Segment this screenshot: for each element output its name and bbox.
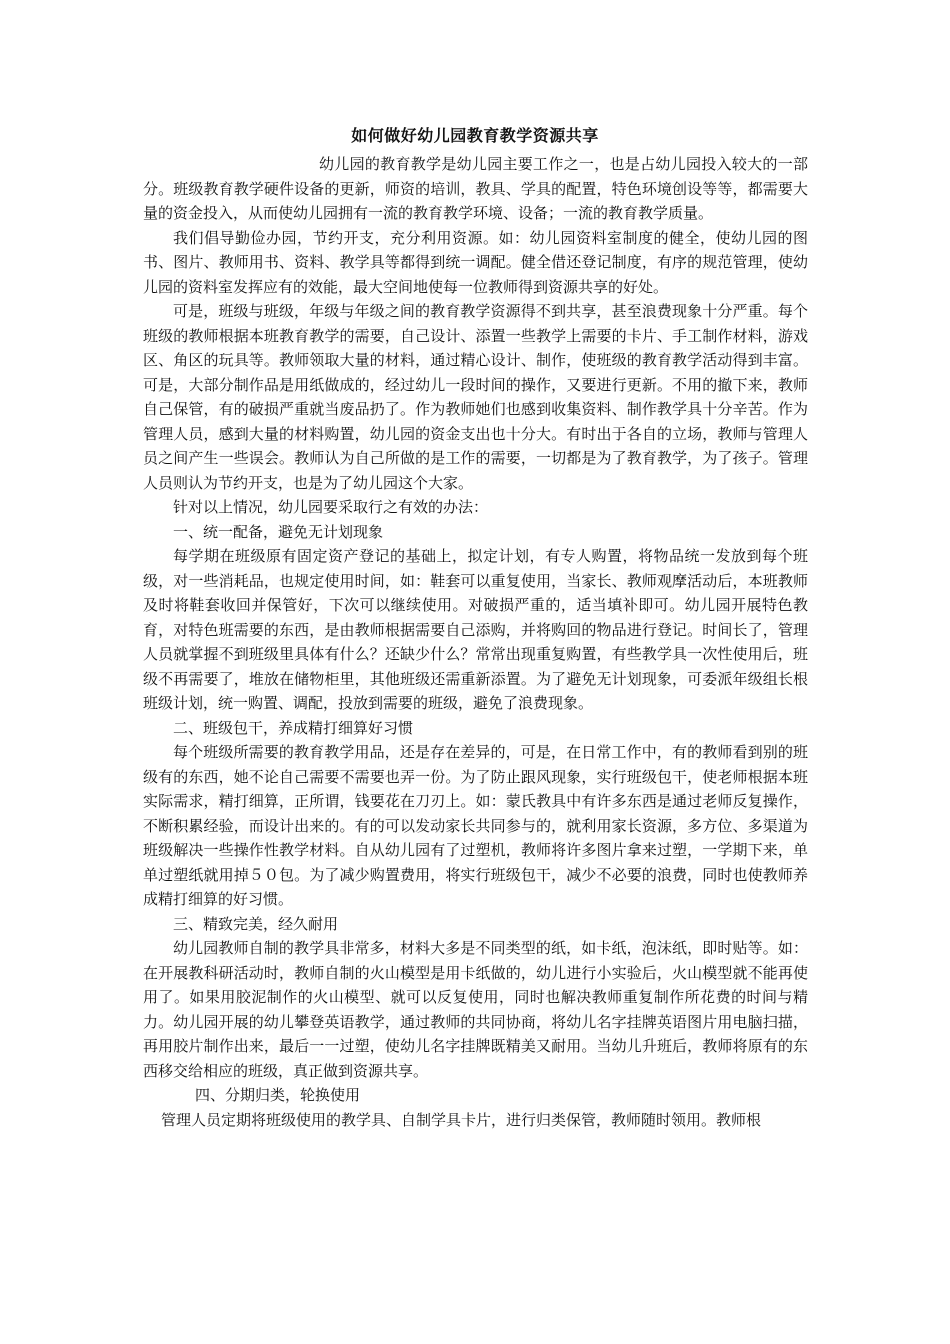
document-title: 如何做好幼儿园教育教学资源共享	[351, 126, 599, 145]
section-heading-2: 二、班级包干，养成精打细算好习惯	[173, 718, 414, 737]
section-heading-4: 四、分期归类，轮换使用	[195, 1086, 361, 1104]
section-heading-1: 一、统一配备，避免无计划现象	[173, 522, 384, 541]
paragraph-section-1: 每学期在班级原有固定资产登记的基础上，拟定计划，有专人购置，将物品统一发放到每个班级，对一些消耗品，也规定使用时间，如：鞋套可以重复使用，当家长、教师观摩活动后，本班教师及时将鞋套收回并保管好，下次可以继续使用。对破损严重的，适当填补即可。幼儿园开展特色教育，对特色班需要的东西，是由教师根据需要自己添购，并将购回的物品进行登记。时间长了，管理人员就掌握不到班级里具体有什么？还缺少什么？常常出现重复购置，有些教学具一次性使用后，班级不再需要了，堆放在储物柜里，其他班级还需重新添置。为了避免无计划现象，可委派年级组长根班级计划，统一购置、调配，投放到需要的班级，避免了浪费现象。	[143, 547, 808, 712]
section-heading-3: 三、精致完美，经久耐用	[173, 914, 339, 933]
paragraph-problem: 可是，班级与班级，年级与年级之间的教育教学资源得不到共享，甚至浪费现象十分严重。每个班级的教师根据本班教育教学的需要，自己设计、添置一些教学上需要的卡片、手工制作材料，游戏区、角区的玩具等。教师领取大量的材料，通过精心设计、制作，使班级的教育教学活动得到丰富。可是，大部分制作品是用纸做成的，经过幼儿一段时间的操作，又要进行更新。不用的撤下来，教师自己保管，有的破损严重就当废品扔了。作为教师她们也感到收集资料、制作教学具十分辛苦。作为管理人员，感到大量的材料购置，幼儿园的资金支出也十分大。有时出于各自的立场，教师与管理人员之间产生一些误会。教师认为自己所做的是工作的需要，一切都是为了教育教学，为了孩子。管理人员则认为节约开支，也是为了幼儿园这个大家。	[143, 302, 808, 492]
paragraph-section-3: 幼儿园教师自制的教学具非常多，材料大多是不同类型的纸，如卡纸，泡沫纸，即时贴等。如：在开展教科研活动时，教师自制的火山模型是用卡纸做的，幼儿进行小实验后，火山模型就不能再使用了。如果用胶泥制作的火山模型、就可以反复使用，同时也解决教师重复制作所花费的时间与精力。幼儿园开展的幼儿攀登英语教学，通过教师的共同协商，将幼儿名字挂牌英语图片用电脑扫描，再用胶片制作出来，最后一一过塑，使幼儿名字挂牌既精美又耐用。当幼儿升班后，教师将原有的东西移交给相应的班级，真正做到资源共享。	[143, 939, 808, 1080]
document-body	[143, 152, 808, 1132]
paragraph-intro: 幼儿园的教育教学是幼儿园主要工作之一，也是占幼儿园投入较大的一部分。班级教育教学硬件设备的更新，师资的培训，教具、学具的配置，特色环境创设等等，都需要大量的资金投入，从而使幼儿园拥有一流的教育教学环境、设备；一流的教育教学质量。	[143, 155, 808, 222]
paragraph-section-4: 管理人员定期将班级使用的教学具、自制学具卡片，进行归类保管，教师随时领用。教师根	[161, 1110, 762, 1129]
paragraph-section-2: 每个班级所需要的教育教学用品，还是存在差异的，可是，在日常工作中，有的教师看到别的班级有的东西，她不论自己需要不需要也弄一份。为了防止跟风现象，实行班级包干，使老师根据本班实际需求，精打细算，正所谓，钱要花在刀刃上。如：蒙氏教具中有许多东西是通过老师反复操作，不断积累经验，而设计出来的。有的可以发动家长共同参与的，就利用家长资源，多方位、多渠道为班级解决一些操作性教学材料。自从幼儿园有了过塑机，教师将许多图片拿来过塑，一学期下来，单单过塑纸就用掉５０包。为了减少购置费用，将实行班级包干，减少不必要的浪费，同时也使教师养成精打细算的好习惯。	[143, 743, 808, 908]
paragraph-measures-intro: 针对以上情况，幼儿园要采取行之有效的办法：	[173, 498, 489, 516]
paragraph-frugal: 我们倡导勤俭办园，节约开支，充分利用资源。如：幼儿园资料室制度的健全，使幼儿园的图书、图片、教师用书、资料、教学具等都得到统一调配。健全借还登记制度，有序的规范管理，使幼儿园的资料室发挥应有的效能，最大空间地使每一位教师得到资源共享的好处。	[143, 228, 808, 296]
